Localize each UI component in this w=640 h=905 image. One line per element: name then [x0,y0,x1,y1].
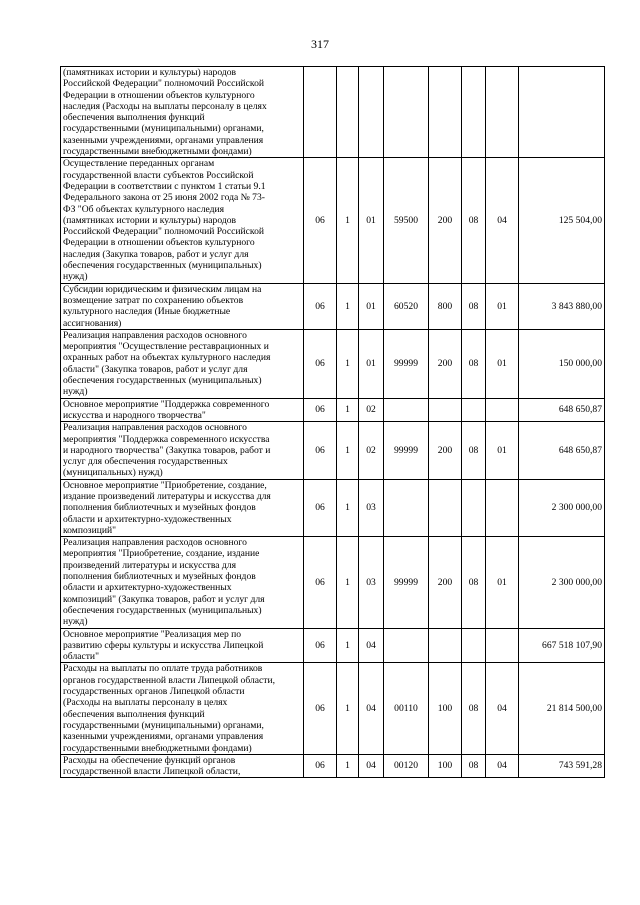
cell-section [462,628,486,663]
description-line: казенными учреждениями, органами управления [63,134,264,146]
cell-section [462,67,486,158]
cell-program: 06 [304,479,337,536]
description-line: пополнения библиотечных и музейных фондов [63,502,256,514]
cell-subsection [486,628,519,663]
description-line: Российской Федерации" полномочий Российской [63,78,265,90]
cell-subsection: 01 [486,537,519,628]
cell-program: 06 [304,663,337,754]
cell-expense-type [429,628,462,663]
cell-section: 08 [462,329,486,398]
cell-subprogram: 1 [337,158,359,283]
cell-section: 08 [462,422,486,479]
description-line: государственными (муниципальными) органами, [63,719,264,731]
table-row [61,628,605,663]
cell-description [61,67,304,158]
description-line: ассигнования) [63,317,122,329]
cell-amount: 648 650,87 [519,422,605,479]
cell-program: 06 [304,398,337,422]
description-line: наследия (Закупка товаров, работ и услуг для [63,248,249,260]
description-line: (памятниках истории и культуры) народов [63,214,237,226]
cell-expense-type: 800 [429,283,462,329]
cell-main-activity [359,67,384,158]
description-line: развитию сферы культуры и искусства Липецкой [63,639,264,651]
description-line: искусства и народного творчества" [63,409,206,421]
cell-expense-type: 100 [429,663,462,754]
description-line: (муниципальных) нужд) [63,467,163,479]
description-line: (памятниках истории и культуры) народов [63,67,237,78]
table-row [61,754,605,778]
cell-subprogram: 1 [337,663,359,754]
cell-amount: 667 518 107,90 [519,628,605,663]
description-line: области" [63,651,99,663]
cell-subsection: 04 [486,158,519,283]
table-row [61,537,605,628]
budget-table [60,66,605,778]
page-number: 317 [311,37,329,51]
description-line: государственной власти Липецкой области, [63,766,241,778]
cell-subprogram: 1 [337,754,359,778]
cell-direction: 00120 [384,754,429,778]
cell-direction [384,398,429,422]
cell-subprogram: 1 [337,479,359,536]
cell-direction: 60520 [384,283,429,329]
cell-main-activity: 01 [359,158,384,283]
cell-subsection: 01 [486,329,519,398]
cell-subsection: 01 [486,422,519,479]
cell-amount: 125 504,00 [519,158,605,283]
cell-amount [519,67,605,158]
cell-main-activity: 04 [359,628,384,663]
description-line: области и архитектурно-художественных [63,513,232,525]
description-line: культурного наследия (Иные бюджетные [63,306,231,318]
cell-subsection: 04 [486,754,519,778]
cell-subsection: 04 [486,663,519,754]
description-line: Основное мероприятие "Поддержка современного [63,398,270,410]
cell-description [61,479,304,536]
cell-expense-type: 200 [429,158,462,283]
cell-expense-type [429,67,462,158]
description-line: и народного творчества" (Закупка товаров, работ и [63,444,271,456]
cell-section [462,479,486,536]
cell-program: 06 [304,422,337,479]
table-row [61,67,605,158]
description-line: Осуществление переданных органам [63,158,215,170]
cell-subsection [486,479,519,536]
cell-subprogram: 1 [337,422,359,479]
cell-direction: 00110 [384,663,429,754]
description-line: Федерации в отношении объектов культурного [63,237,255,249]
cell-main-activity: 01 [359,283,384,329]
description-line: пополнения библиотечных и музейных фондов [63,571,256,583]
cell-main-activity: 01 [359,329,384,398]
description-line: области и архитектурно-художественных [63,582,232,594]
cell-description [61,329,304,398]
cell-main-activity: 03 [359,537,384,628]
description-line: возмещение затрат по сохранению объектов [63,294,244,306]
cell-main-activity: 04 [359,663,384,754]
cell-direction: 59500 [384,158,429,283]
description-line: Федерального закона от 25 июня 2002 года № 73- [63,192,265,204]
cell-direction [384,67,429,158]
cell-amount: 743 591,28 [519,754,605,778]
description-line: услуг для обеспечения государственных [63,456,228,468]
description-line: обеспечения государственных (муниципальных) [63,260,262,272]
cell-description [61,754,304,778]
cell-direction: 99999 [384,422,429,479]
cell-description [61,158,304,283]
description-line: государственными (муниципальными) органами, [63,123,264,135]
description-line: обеспечения государственных (муниципальных) [63,375,262,387]
cell-section: 08 [462,158,486,283]
table-row [61,329,605,398]
description-line: мероприятия "Приобретение, создание, издание [63,548,260,560]
description-line: обеспечения выполнения функций [63,708,205,720]
cell-subprogram: 1 [337,628,359,663]
table-row [61,479,605,536]
cell-description [61,398,304,422]
description-line: Основное мероприятие "Реализация мер по [63,628,242,640]
cell-description [61,422,304,479]
cell-expense-type [429,479,462,536]
cell-program: 06 [304,283,337,329]
description-line: охранных работ на объектах культурного наследия [63,352,271,364]
description-line: Основное мероприятие "Приобретение, создание, [63,479,267,491]
cell-expense-type: 200 [429,422,462,479]
table-row [61,422,605,479]
description-line: Реализация направления расходов основного [63,537,247,549]
description-line: обеспечения выполнения функций [63,112,205,124]
cell-main-activity: 02 [359,398,384,422]
description-line: ФЗ "Об объектах культурного наследия [63,203,225,215]
cell-subprogram [337,67,359,158]
cell-main-activity: 03 [359,479,384,536]
table-row [61,283,605,329]
description-line: области" (Закупка товаров, работ и услуг для [63,363,248,375]
cell-direction: 99999 [384,537,429,628]
cell-section: 08 [462,663,486,754]
cell-section: 08 [462,537,486,628]
table-body [61,67,605,778]
description-line: нужд) [63,386,88,398]
cell-subprogram: 1 [337,537,359,628]
cell-direction: 99999 [384,329,429,398]
cell-expense-type [429,398,462,422]
description-line: государственной власти субъектов Российской [63,169,254,181]
cell-expense-type: 100 [429,754,462,778]
description-line: композиций" (Закупка товаров, работ и услуг для [63,593,265,605]
cell-direction [384,479,429,536]
description-line: композиций" [63,524,117,536]
cell-section [462,398,486,422]
cell-amount: 2 300 000,00 [519,479,605,536]
cell-expense-type: 200 [429,537,462,628]
description-line: государственными внебюджетными фондами) [63,742,252,754]
description-line: Реализация направления расходов основного [63,329,247,341]
description-line: мероприятия "Осуществление реставрационных и [63,341,269,353]
cell-subsection [486,398,519,422]
description-line: произведений литературы и искусства для [63,559,236,571]
table-row [61,663,605,754]
description-line: государственных органов Липецкой области [63,686,245,698]
description-line: нужд) [63,616,88,628]
description-line: государственными внебюджетными фондами) [63,146,252,158]
cell-description [61,628,304,663]
description-line: обеспечения государственных (муниципальных) [63,604,262,616]
cell-amount: 648 650,87 [519,398,605,422]
description-line: мероприятия "Поддержка современного искусства [63,433,270,445]
cell-main-activity: 04 [359,754,384,778]
description-line: наследия (Расходы на выплаты персоналу в целях [63,100,267,112]
cell-description [61,663,304,754]
table-row [61,398,605,422]
cell-program: 06 [304,158,337,283]
cell-amount: 21 814 500,00 [519,663,605,754]
cell-description [61,283,304,329]
cell-amount: 150 000,00 [519,329,605,398]
cell-direction [384,628,429,663]
description-line: Расходы на выплаты по оплате труда работников [63,663,263,675]
description-line: Федерации в отношении объектов культурного [63,89,255,101]
cell-amount: 3 843 880,00 [519,283,605,329]
description-line: (Расходы на выплаты персоналу в целях [63,697,228,709]
cell-main-activity: 02 [359,422,384,479]
cell-subprogram: 1 [337,398,359,422]
cell-expense-type: 200 [429,329,462,398]
cell-subprogram: 1 [337,283,359,329]
cell-description [61,537,304,628]
table-row [61,158,605,283]
description-line: органов государственной власти Липецкой области, [63,674,275,686]
cell-section: 08 [462,754,486,778]
cell-program: 06 [304,537,337,628]
cell-program [304,67,337,158]
description-line: Расходы на обеспечение функций органов [63,754,236,766]
cell-program: 06 [304,754,337,778]
cell-amount: 2 300 000,00 [519,537,605,628]
cell-subsection [486,67,519,158]
cell-subsection: 01 [486,283,519,329]
description-line: нужд) [63,271,88,283]
description-line: Реализация направления расходов основного [63,422,247,434]
description-line: Федерации в соответствии с пунктом 1 статьи 9.1 [63,180,266,192]
description-line: издание произведений литературы и искусства для [63,490,271,502]
cell-subprogram: 1 [337,329,359,398]
cell-program: 06 [304,628,337,663]
cell-section: 08 [462,283,486,329]
description-line: казенными учреждениями, органами управления [63,731,264,743]
cell-program: 06 [304,329,337,398]
description-line: Российской Федерации" полномочий Российской [63,226,265,238]
description-line: Субсидии юридическим и физическим лицам на [63,283,262,295]
